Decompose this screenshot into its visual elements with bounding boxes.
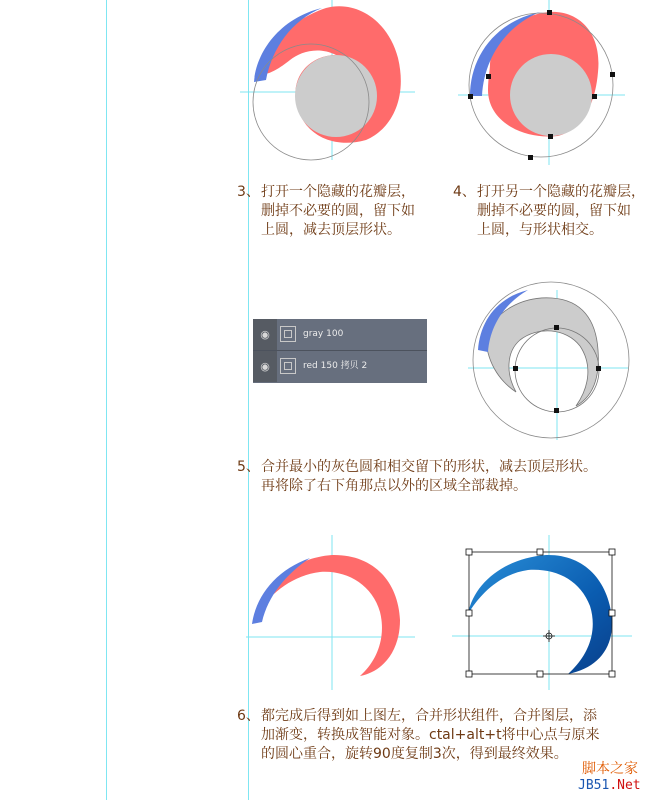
watermark-cn: 脚本之家 (582, 761, 638, 777)
figure-step4 (458, 0, 625, 165)
step-6-number: 6、 (237, 708, 260, 724)
layer-name: gray 100 (303, 329, 344, 339)
shape-layer-icon (280, 326, 296, 342)
step-5-number: 5、 (237, 459, 260, 475)
figure-step5 (468, 282, 629, 440)
figure-step6-left (246, 535, 415, 690)
figure-step6-right (452, 535, 632, 690)
step-3-text: 打开一个隐藏的花瓣层， 删掉不必要的圆，留下如 上圆，减去顶层形状。 (261, 184, 415, 238)
eye-icon[interactable]: ◉ (253, 319, 277, 350)
step-6-text: 都完成后得到如上图左，合并形状组件，合并图层，添 加渐变，转换成智能对象。ctal+alt+t将中心点与原来 的圆心重合，旋转90度复制3次，得到最终效果。 (261, 708, 600, 762)
layer-row[interactable] (253, 319, 427, 351)
step-4-text: 打开另一个隐藏的花瓣层， 删掉不必要的圆，留下如 上圆，与形状相交。 (477, 184, 645, 238)
layers-panel (253, 319, 427, 383)
step-3-number: 3、 (237, 184, 260, 200)
figure-step3 (240, 0, 415, 160)
step-4-number: 4、 (453, 184, 476, 200)
watermark-en-b: .Net (609, 778, 641, 793)
shape-layer-icon (280, 358, 296, 374)
layer-row[interactable] (253, 351, 427, 382)
watermark-en-a: JB51 (578, 778, 610, 793)
eye-icon[interactable]: ◉ (253, 351, 277, 382)
step-5-text: 合并最小的灰色圆和相交留下的形状，减去顶层形状。 再将除了右下角那点以外的区域全部裁掉。 (261, 459, 597, 494)
layer-name: red 150 拷贝 2 (303, 361, 368, 371)
watermark-en (578, 778, 641, 793)
